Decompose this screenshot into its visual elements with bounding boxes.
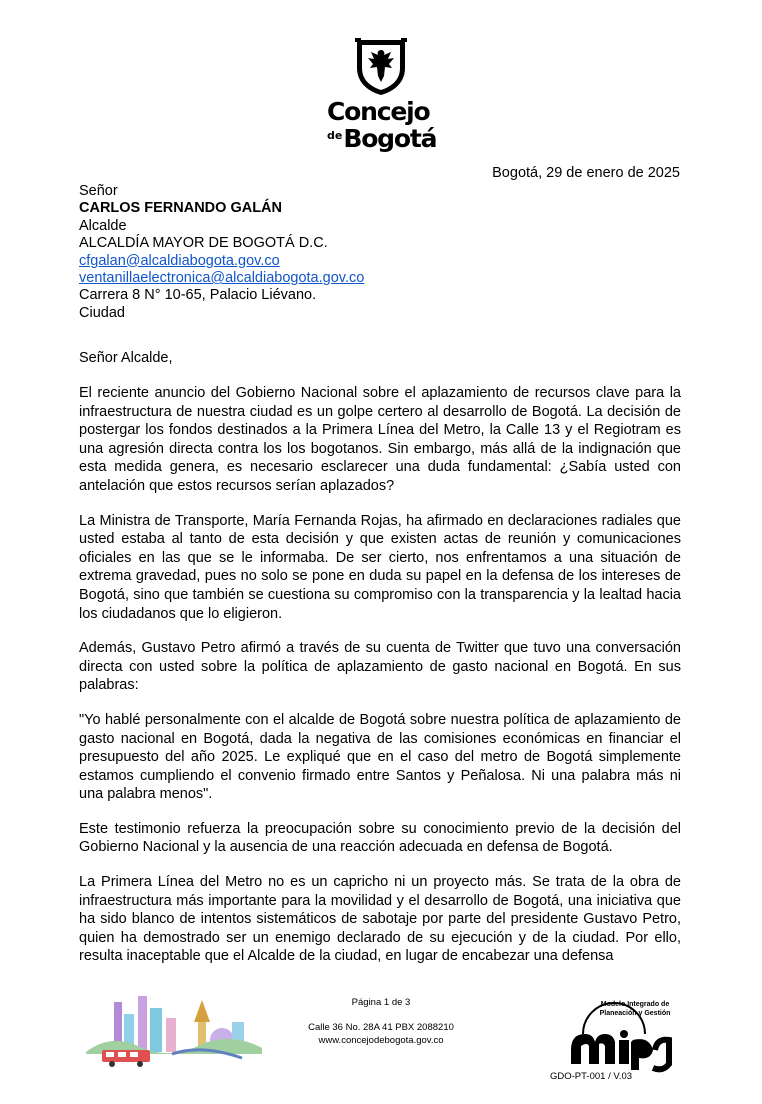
recipient-address: Carrera 8 N° 10-65, Palacio Liévano.: [79, 287, 317, 304]
document-code: GDO-PT-001 / V.03: [550, 1071, 633, 1082]
recipient-salutation: Señor: [79, 183, 118, 199]
logo-text-bogota-word: Bogotá: [343, 124, 437, 153]
recipient-city: Ciudad: [79, 304, 125, 321]
footer-info: [250, 996, 512, 1047]
paragraph: Además, Gustavo Petro afirmó a través de su cuenta de Twitter que tuvo una conversación directa con usted sobre la política de aplazamiento de gasto nacional en Bogotá. En sus palabras:: [79, 640, 681, 694]
footer-website: www.concejodebogota.gov.co: [318, 1035, 444, 1046]
paragraph: La Primera Línea del Metro no es un capricho ni un proyecto más. Se trata de la obra de infraestructura más importante para la movilidad y el desarrollo de Bogotá, una iniciativa que ha sido blanco de intentos sistemáticos de sabotaje por parte del presidente Gustavo Petro, quien ha demostrado ser un enemigo declarado de su ejecución y de la ciudad. Por ello, resulta inaceptable que el Alcalde de la ciudad, en lugar de encabezar una defensa: [79, 874, 681, 965]
logo-text-de: de: [327, 129, 343, 142]
paragraph: La Ministra de Transporte, María Fernanda Rojas, ha afirmado en declaraciones radiales que usted estaba al tanto de esta decisión y que existen actas de reunión y comunicaciones oficiales en las que se le informaba. De ser cierto, nos enfrentamos a una situación de extrema gravedad, pues no solo se pone en duda su papel en la defensa de los intereses de Bogotá, sino que también se cuestiona su compromiso con la transparencia y la lealtad hacia los ciudadanos que lo eligieron.: [79, 512, 681, 622]
paragraph: Este testimonio refuerza la preocupación sobre su conocimiento previo de la decisión del Gobierno Nacional y la ausencia de una reacción adecuada en defensa de Bogotá.: [79, 820, 681, 856]
recipient-ventanilla-email-link[interactable]: ventanillaelectronica@alcaldiabogota.gov.co: [79, 270, 365, 287]
recipient-role: Alcalde: [79, 217, 127, 234]
logo-text-concejo: Concejo: [327, 97, 430, 126]
letter-body: [79, 384, 681, 982]
recipient-name: CARLOS FERNANDO GALÁN: [79, 200, 282, 217]
letter-date: Bogotá, 29 de enero de 2025: [492, 165, 680, 181]
page-number: Página 1 de 3: [351, 997, 411, 1008]
recipient-office: ALCALDÍA MAYOR DE BOGOTÁ D.C.: [79, 235, 328, 252]
greeting: Señor Alcalde,: [79, 350, 173, 366]
recipient-email-link[interactable]: cfgalan@alcaldiabogota.gov.co: [79, 252, 280, 269]
paragraph: "Yo hablé personalmente con el alcalde de Bogotá sobre nuestra política de aplazamiento de gasto nacional en Bogotá, dada la negativa de las comisiones económicas en financiar el presupuesto del año 2025. Le expliqué que en el caso del metro de Bogotá simplemente estamos cumpliendo el convenio firmado entre Santos y Peñalosa. Ni una palabra más ni una palabra menos".: [79, 711, 681, 803]
mipg-caption: Modelo Integrado de Planeación y Gestión: [599, 1001, 671, 1017]
bogota-crest-icon: [354, 38, 408, 96]
paragraph: El reciente anuncio del Gobierno Nacional sobre el aplazamiento de recursos clave para la infraestructura de nuestra ciudad es un golpe certero al desarrollo de Bogotá. La decisión de postergar los fondos destinados a la Primera Línea del Metro, la Calle 13 y el Regiotram es una agresión directa contra los los bogotanos. Sin embargo, más allá de la indignación que esta medida genera, es necesario esclarecer una duda fundamental: ¿Sabía usted con antelación que estos recursos serían aplazados?: [79, 385, 681, 494]
logo-text-bogota: [327, 124, 437, 151]
recipient-block: [79, 183, 679, 322]
footer-address: Calle 36 No. 28A 41 PBX 2088210: [308, 1022, 454, 1033]
